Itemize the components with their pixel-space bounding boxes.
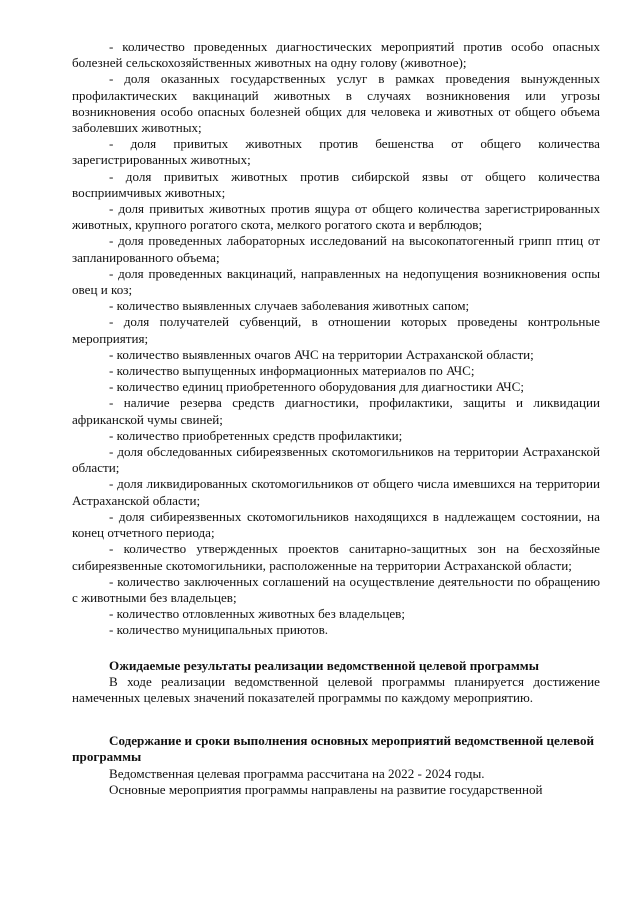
section-spacer [72,639,600,658]
schedule-paragraph: Основные мероприятия программы направлены на развитие государственной [109,781,543,797]
indicator-item: - доля оказанных государственных услуг в рамках проведения вынужденных профилактических вакцинаций животных в случаях возникновения или угрозы возникновения особо опасных болезней общих для человека и животных от общего объема заболевших животных; [72,71,600,136]
indicator-item: - доля сибиреязвенных скотомогильников находящихся в надлежащем состоянии, на конец отчетного периода; [72,508,600,541]
indicator-item: - доля проведенных лабораторных исследований на высокопатогенный грипп птиц от запланированного объема; [72,233,600,265]
indicator-item: - количество единиц приобретенного оборудования для диагностики АЧС; [109,379,525,395]
indicator-item: - доля ликвидированных скотомогильников от общего числа имевшихся на территории Астраханской области; [72,476,600,508]
results-section [72,658,600,707]
indicator-item: - количество утвержденных проектов санитарно-защитных зон на бесхозяйные сибиреязвенные скотомогильники, расположенные на территории Астраханской области; [72,541,600,573]
indicator-item: - количество приобретенных средств профилактики; [109,427,403,443]
section-spacer [72,706,600,733]
schedule-section [72,733,600,798]
schedule-heading: Содержание и сроки выполнения основных мероприятий ведомственной целевой программы [72,733,595,765]
indicator-item: - количество отловленных животных без владельцев; [109,606,406,622]
indicator-list [72,39,600,639]
indicator-item: - наличие резерва средств диагностики, профилактики, защиты и ликвидации африканской чумы свиней; [72,395,600,427]
indicator-item: - доля привитых животных против бешенства от общего количества зарегистрированных животных; [72,136,600,168]
indicator-item: - количество муниципальных приютов. [109,622,329,638]
indicator-item: - доля привитых животных против ящура от общего количества зарегистрированных животных, крупного рогатого скота, мелкого рогатого скота и верблюдов; [72,201,600,233]
indicator-item: - количество выпущенных информационных материалов по АЧС; [109,363,475,379]
indicator-item: - доля проведенных вакцинаций, направленных на недопущения возникновения оспы овец и коз; [72,265,600,298]
results-heading: Ожидаемые результаты реализации ведомственной целевой программы [109,657,539,673]
document-body [72,39,600,798]
results-paragraph: В ходе реализации ведомственной целевой программы планируется достижение намеченных целевых значений показателей программы по каждому мероприятию. [72,673,600,705]
indicator-item: - количество проведенных диагностических мероприятий против особо опасных болезней сельскохозяйственных животных на одну голову (животное); [72,39,600,71]
indicator-item: - доля получателей субвенций, в отношении которых проведены контрольные мероприятия; [72,314,600,346]
indicator-item: - количество выявленных очагов АЧС на территории Астраханской области; [109,346,534,362]
indicator-item: - количество выявленных случаев заболевания животных сапом; [109,298,470,314]
schedule-paragraph: Ведомственная целевая программа рассчитана на 2022 - 2024 годы. [109,765,485,781]
indicator-item: - доля привитых животных против сибирской язвы от общего количества восприимчивых животных; [72,168,600,200]
indicator-item: - количество заключенных соглашений на осуществление деятельности по обращению с животными без владельцев; [72,573,600,605]
indicator-item: - доля обследованных сибиреязвенных скотомогильников на территории Астраханской области; [72,444,600,476]
